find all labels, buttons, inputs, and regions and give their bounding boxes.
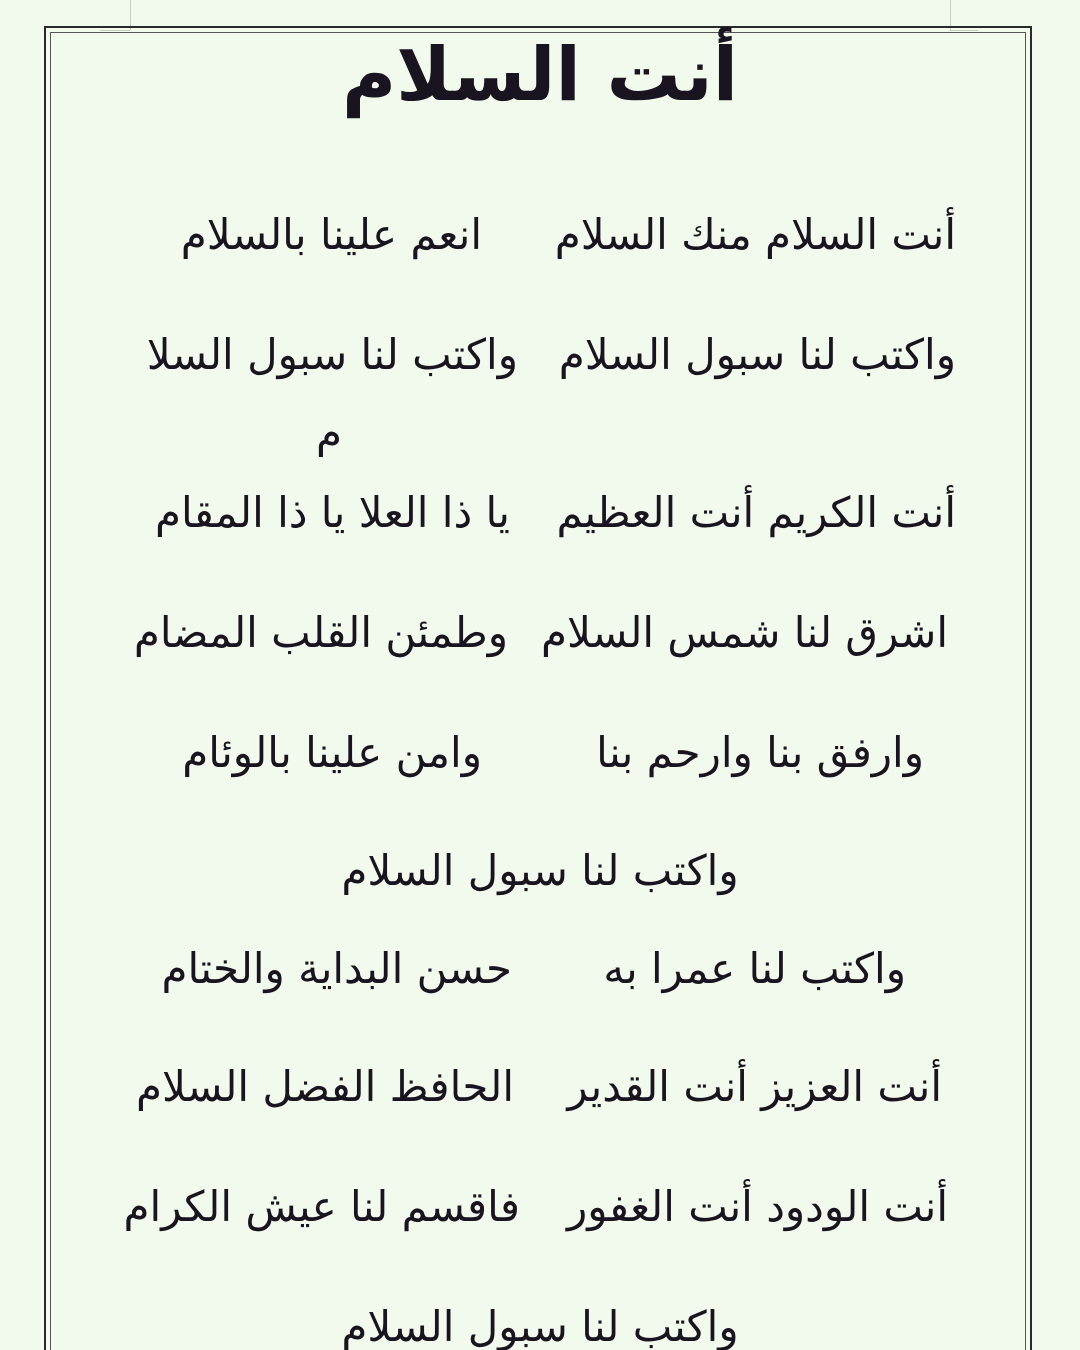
verse-2-left-wrap: م [315, 408, 342, 457]
verse-8-left: فاقسم لنا عيش الكرام [123, 1182, 520, 1231]
verse-3-left: يا ذا العلا يا ذا المقام [154, 488, 510, 537]
verse-4-right: اشرق لنا شمس السلام [541, 608, 948, 657]
refrain-1: واكتب لنا سبول السلام [341, 846, 739, 895]
refrain-2: واكتب لنا سبول السلام [341, 1302, 739, 1350]
verse-8-right: أنت الودود أنت الغفور [566, 1182, 948, 1231]
verse-6-left: حسن البداية والختام [161, 944, 512, 993]
verse-6-right: واكتب لنا عمرا به [603, 944, 906, 993]
verse-5-left: وامن علينا بالوئام [182, 728, 482, 777]
poem-title: أنت السلام [341, 32, 739, 118]
verse-7-right: أنت العزيز أنت القدير [567, 1062, 942, 1111]
verse-5-right: وارفق بنا وارحم بنا [596, 728, 924, 777]
verse-4-left: وطمئن القلب المضام [133, 608, 508, 657]
verse-1-right: أنت السلام منك السلام [554, 210, 956, 259]
verse-3-right: أنت الكريم أنت العظيم [556, 488, 956, 537]
verse-2-right: واكتب لنا سبول السلام [558, 330, 956, 379]
verse-7-left: الحافظ الفضل السلام [136, 1062, 514, 1111]
verse-2-left: واكتب لنا سبول السلا [146, 330, 518, 379]
verse-1-left: انعم علينا بالسلام [180, 210, 482, 259]
